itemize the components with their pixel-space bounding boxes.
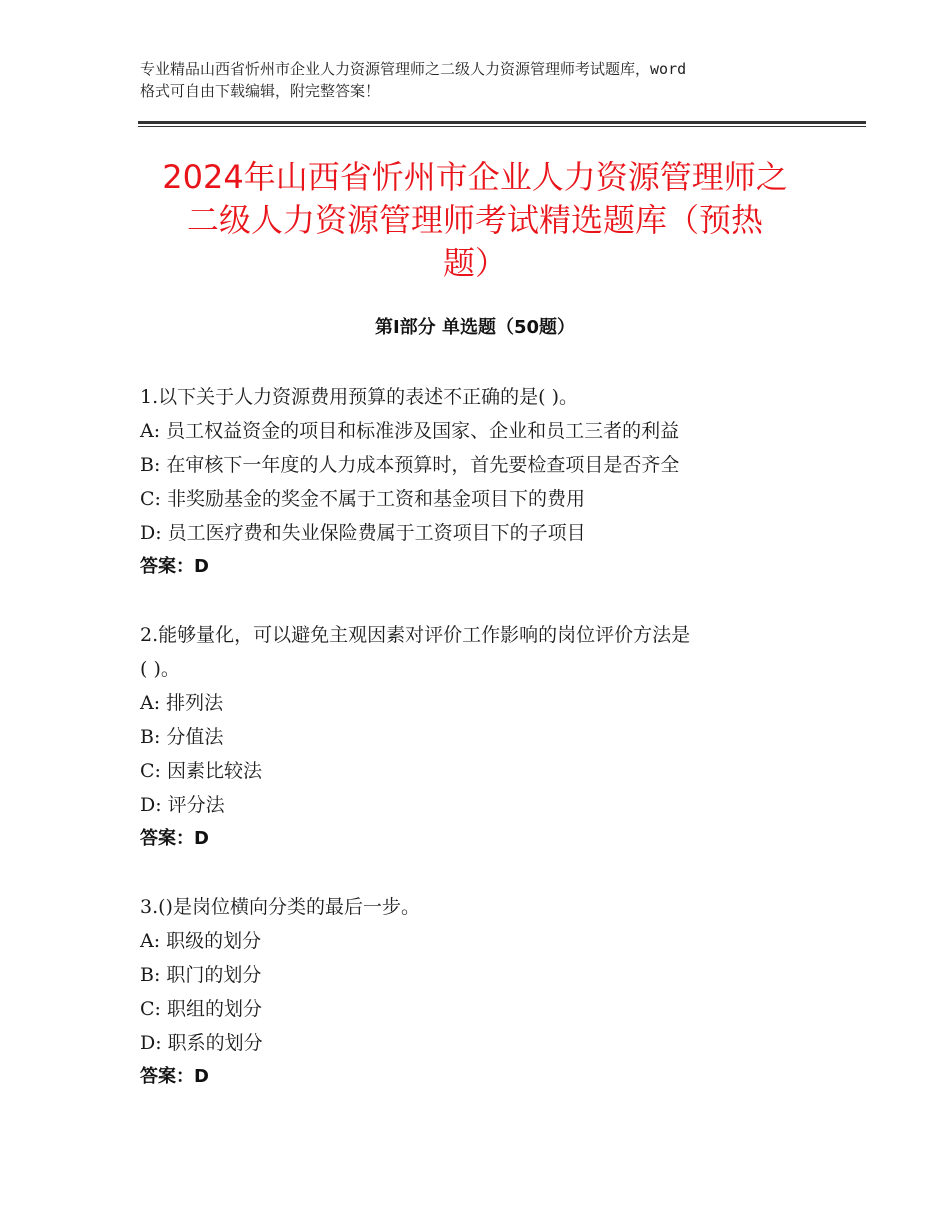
section-title: 第Ⅰ部分 单选题（50题） bbox=[374, 317, 575, 338]
question-stem: 2.能够量化，可以避免主观因素对评价工作影响的岗位评价方法是 bbox=[140, 624, 691, 646]
header-divider-thick bbox=[138, 121, 866, 124]
option-a: A: 排列法 bbox=[140, 692, 224, 714]
document-title-line-2: 二级人力资源管理师考试精选题库（预热 bbox=[186, 201, 763, 239]
question-stem-continued: ( )。 bbox=[140, 658, 180, 680]
header-note-line-1: 专业精品山西省忻州市企业人力资源管理师之二级人力资源管理师考试题库，word bbox=[140, 60, 687, 78]
question-stem: 3.()是岗位横向分类的最后一步。 bbox=[140, 896, 420, 918]
answer-label: 答案：D bbox=[140, 828, 209, 849]
option-d: D: 职系的划分 bbox=[140, 1032, 263, 1054]
option-a: A: 员工权益资金的项目和标准涉及国家、企业和员工三者的利益 bbox=[140, 420, 680, 442]
option-a: A: 职级的划分 bbox=[140, 930, 262, 952]
header-note bbox=[140, 58, 840, 102]
option-c: C: 职组的划分 bbox=[140, 998, 262, 1020]
document-title bbox=[95, 156, 855, 285]
option-c: C: 非奖励基金的奖金不属于工资和基金项目下的费用 bbox=[140, 488, 585, 510]
question-stem: 1.以下关于人力资源费用预算的表述不正确的是( )。 bbox=[140, 386, 578, 408]
option-d: D: 员工医疗费和失业保险费属于工资项目下的子项目 bbox=[140, 522, 586, 544]
document-title-line-3: 题） bbox=[442, 244, 507, 282]
question-1 bbox=[140, 380, 840, 584]
answer-label: 答案：D bbox=[140, 1066, 209, 1087]
answer-label: 答案：D bbox=[140, 556, 209, 577]
option-b: B: 在审核下一年度的人力成本预算时，首先要检查项目是否齐全 bbox=[140, 454, 680, 476]
header-divider-thin bbox=[138, 126, 866, 127]
header-note-line-2: 格式可自由下载编辑，附完整答案！ bbox=[140, 82, 381, 100]
question-list bbox=[140, 380, 840, 1128]
option-b: B: 分值法 bbox=[140, 726, 224, 748]
question-2 bbox=[140, 618, 840, 856]
option-c: C: 因素比较法 bbox=[140, 760, 262, 782]
option-d: D: 评分法 bbox=[140, 794, 225, 816]
option-b: B: 职门的划分 bbox=[140, 964, 262, 986]
document-title-line-1: 2024年山西省忻州市企业人力资源管理师之 bbox=[162, 158, 788, 196]
question-3 bbox=[140, 890, 840, 1094]
